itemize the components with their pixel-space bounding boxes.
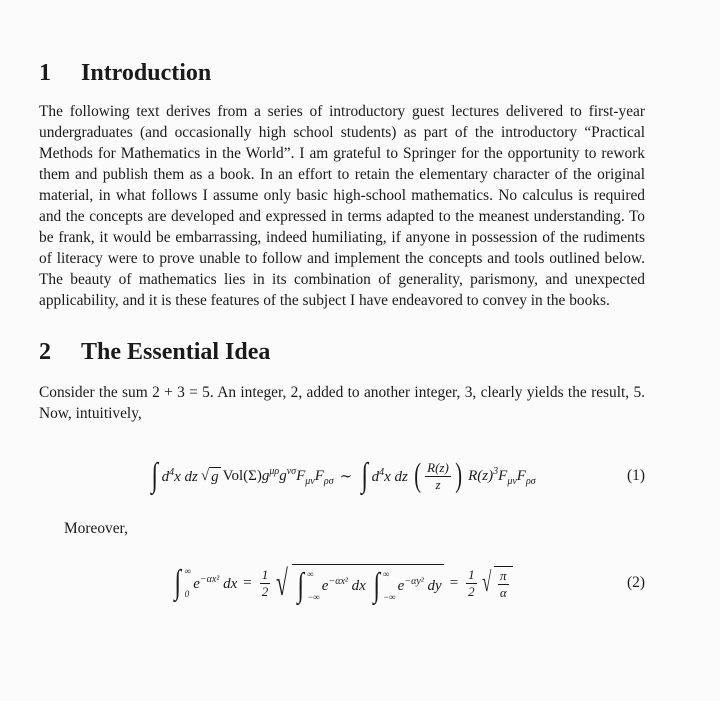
equation-2-body: ∫ ∞ 0 $e^{-\alpha x^2}$ dx = $\frac{1}{2}$ √ ∫ ∞ −∞ $e^{-\alpha x^2}$ dx ∫ ∞ −∞ $e^{-\alpha y^2}$ dy = $\frac{1}{2}$ √ $\frac{\pi}{\alpha}$ (171, 562, 512, 604)
equation-1-body: ∫ $d^4x$ dz √ g Vol(Σ) $g^{\mu\rho}g^{\nu\sigma}F_{\mu\nu}F_{\rho\sigma}$ ∼ ∫ $d^4x$ dz ( $\frac{R(z)}{z}$ ) $R(z)^3F_{\mu\nu}F_{\rho\sigma}$ (151, 457, 536, 494)
inline-math-sum: 2 + 3 = 5 (152, 384, 210, 401)
moreover-text: Moreover, (64, 520, 128, 537)
paragraph-text-after: . An integer, 2, added to another integer, 3, clearly yields the result, 5. Now, intuitively, (39, 384, 645, 422)
equation-1 (39, 446, 645, 506)
section-heading-essential-idea (39, 339, 645, 366)
equation-2 (39, 548, 645, 618)
document-content (39, 60, 645, 618)
introduction-paragraph: The following text derives from a series of introductory guest lectures delivered to first-year undergraduates (and occasionally high school students) as part of the introductory “Practical Methods for Mathematics in the World”. I am grateful to Springer for the opportunity to rework them and publish them as a book. In an effort to retain the elementary character of the original material, in what follows I assume only basic high-school mathematics. No calculus is required and the concepts are developed and expressed in terms adapted to the meanest understanding. To be frank, it would be embarrassing, indeed humiliating, if anyone in possession of the rudiments of literacy were to prove unable to follow and implement the concepts and tools outlined below. The beauty of mathematics lies in its combination of generality, parismony, and unexpected applicability, and it is these features of the subject I have endeavored to convey in the books. (39, 103, 645, 309)
section-title: Introduction (81, 60, 212, 86)
paragraph-text-before: Consider the sum (39, 384, 153, 401)
section-number: 2 (39, 339, 51, 365)
essential-idea-paragraph (39, 382, 645, 424)
section-title: The Essential Idea (81, 339, 271, 365)
equation-number: (1) (627, 467, 645, 484)
section-number: 1 (39, 60, 51, 86)
equation-number: (2) (627, 574, 645, 591)
section-heading-introduction (39, 60, 645, 87)
